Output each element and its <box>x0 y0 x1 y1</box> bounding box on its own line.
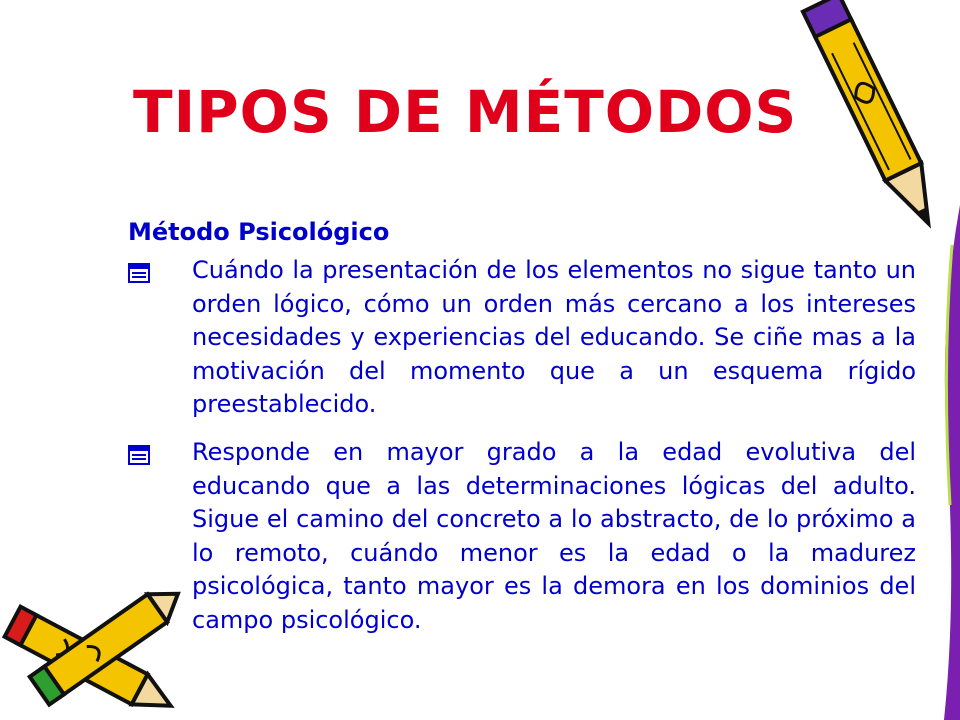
bullet-text: Cuándo la presentación de los elementos no sigue tanto un orden lógico, cómo un orden más cercano a los intereses necesidades y experiencias del educando. Se ciñe mas a la motivación del momento que a un esquema rígido preestablecido. <box>192 256 916 419</box>
bullet-square-icon <box>128 445 150 465</box>
swoosh-icon <box>918 205 960 720</box>
bullet-item-1 <box>128 254 916 422</box>
pencil-icon <box>795 0 960 235</box>
bullet-square-icon <box>128 263 150 283</box>
section-subtitle: Método Psicológico <box>128 218 390 246</box>
bullet-item-2 <box>128 436 916 638</box>
crayons-icon <box>0 575 195 720</box>
bullet-text: Responde en mayor grado a la edad evolutiva del educando que a las determinaciones lógicas del adulto. Sigue el camino del concreto a lo abstracto, de lo próximo a lo remoto, cuándo menor es la edad o la madurez psicológica, tanto mayor es la demora en los dominios del campo psicológico. <box>192 437 916 634</box>
bullet-list <box>128 254 916 652</box>
page-title: TIPOS DE MÉTODOS <box>133 78 798 146</box>
